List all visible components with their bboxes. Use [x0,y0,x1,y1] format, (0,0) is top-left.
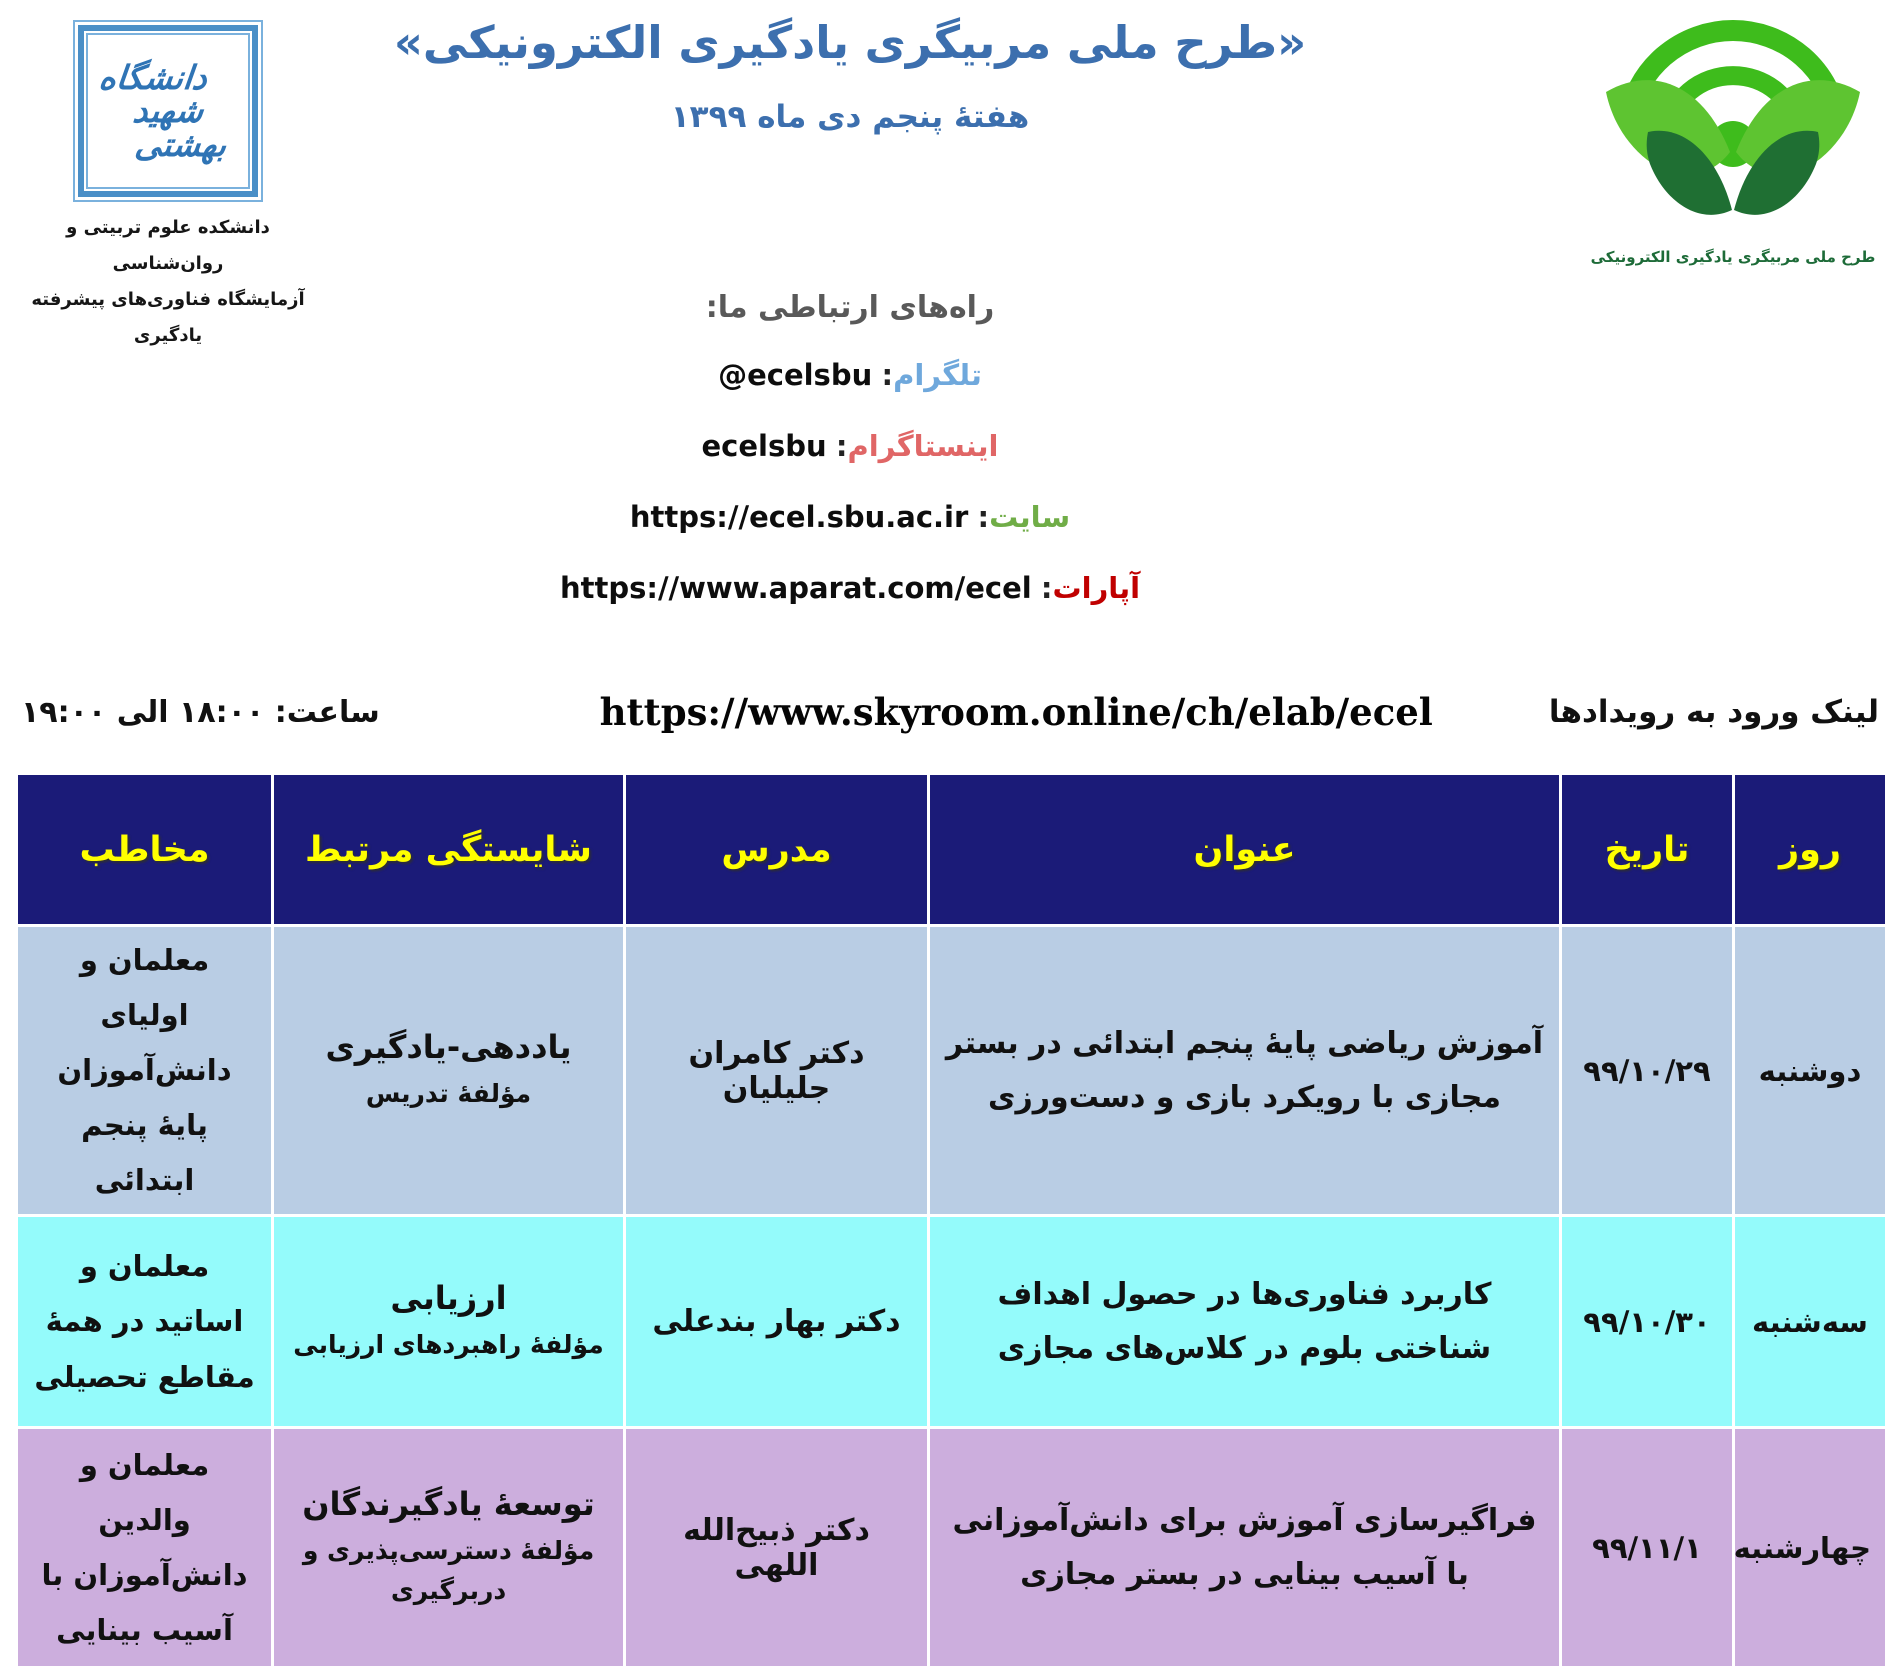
website-url-link[interactable]: https://ecel.sbu.ac.ir [629,499,969,534]
day-cell: سه‌شنبه [1752,1304,1868,1339]
title-cell: کاربرد فناوری‌ها در حصول اهداف شناختی بلوم در کلاس‌های مجازی [997,1276,1492,1366]
table-header-row [17,774,1887,926]
header-title: عنوان [929,774,1561,926]
contact-heading: راه‌های ارتباطی ما: [705,290,995,325]
date-cell: ۹۹/۱۰/۲۹ [1583,1053,1711,1088]
instructor-cell: دکتر کامران جلیلیان [688,1035,865,1106]
project-logo-caption: طرح ملی مربیگری یادگیری الکترونیکی [1590,248,1876,266]
header-date: تاریخ [1561,774,1734,926]
sbu-word-2: شهید [130,91,206,131]
instructor-cell: دکتر بهار بندعلی [652,1304,901,1340]
header-audience: مخاطب [17,774,273,926]
events-time: ساعت: ۱۸:۰۰ الی ۱۹:۰۰ [21,694,380,730]
telegram-handle[interactable]: @ecelsbu [718,358,873,392]
contact-line-aparat: آپارات: https://www.aparat.com/ecel [559,570,1141,605]
faculty-name: دانشکده علوم تربیتی و روان‌شناسی [66,217,270,274]
instagram-handle[interactable]: ecelsbu [701,428,827,463]
day-cell: دوشنبه [1758,1053,1862,1088]
aparat-url-link[interactable]: https://www.aparat.com/ecel [559,570,1032,605]
aparat-label: آپارات [1052,570,1141,605]
schedule-table [15,772,1888,1669]
contact-section [380,290,1320,637]
university-block [18,20,318,354]
lab-name: آزمایشگاه فناوری‌های پیشرفته یادگیری [31,289,305,346]
competency-main: توسعهٔ یادگیرندگان [302,1484,595,1523]
competency-sub: مؤلفهٔ راهبردهای ارزیابی [293,1329,604,1359]
competency-main: یاددهی-یادگیری [325,1027,572,1066]
contact-line-website: سایت: https://ecel.sbu.ac.ir [629,499,1071,534]
events-link-bar [15,690,1885,734]
competency-main: ارزیابی [390,1278,507,1317]
audience-cell: معلمان و اساتید در همهٔ مقاطع تحصیلی [34,1249,255,1394]
date-cell: ۹۹/۱۱/۱ [1592,1530,1702,1565]
competency-sub: مؤلفهٔ تدریس [365,1078,532,1108]
contact-line-telegram: تلگرام: @ecelsbu [718,358,982,392]
instagram-label: اینستاگرام [847,428,999,463]
project-logo-icon [1602,4,1864,246]
audience-cell: معلمان و اولیای دانش‌آموزان پایهٔ پنجم ابتدائی [57,943,232,1198]
contact-line-instagram: اینستاگرام: ecelsbu [701,428,999,463]
table-row [17,926,1887,1216]
competency-sub: مؤلفهٔ دسترسی‌پذیری و دربرگیری [302,1535,595,1605]
header-instructor: مدرس [625,774,929,926]
telegram-label: تلگرام [893,358,982,392]
header-day: روز [1734,774,1887,926]
website-label: سایت [989,499,1071,534]
header-competency: شایستگی مرتبط [273,774,625,926]
audience-cell: معلمان و والدین دانش‌آموزان با آسیب بینایی [41,1447,248,1648]
project-logo-block [1588,4,1878,266]
date-cell: ۹۹/۱۰/۳۰ [1583,1304,1711,1339]
title-cell: فراگیرسازی آموزش برای دانش‌آموزانی با آسیب بینایی در بستر مجازی [952,1502,1537,1592]
instructor-cell: دکتر ذبیح‌الله اللهی [683,1512,870,1583]
skyroom-url-link[interactable]: https://www.skyroom.online/ch/elab/ecel [599,690,1433,734]
table-row [17,1216,1887,1428]
sbu-word-3: بهشتی [133,124,229,164]
events-link-label: لینک ورود به رویدادها [1548,694,1879,730]
table-row [17,1428,1887,1668]
sbu-word-1: دانشگاه [96,57,210,97]
day-cell: چهارشنبه [1733,1530,1871,1565]
page-title: «طرح ملی مربیگری یادگیری الکترونیکی» [393,16,1307,69]
sbu-university-logo-icon [73,20,263,202]
page-subtitle: هفتهٔ پنجم دی ماه ۱۳۹۹ [670,99,1030,135]
title-cell: آموزش ریاضی پایهٔ پنجم ابتدائی در بستر مجازی با رویکرد بازی و دست‌ورزی [945,1025,1544,1115]
